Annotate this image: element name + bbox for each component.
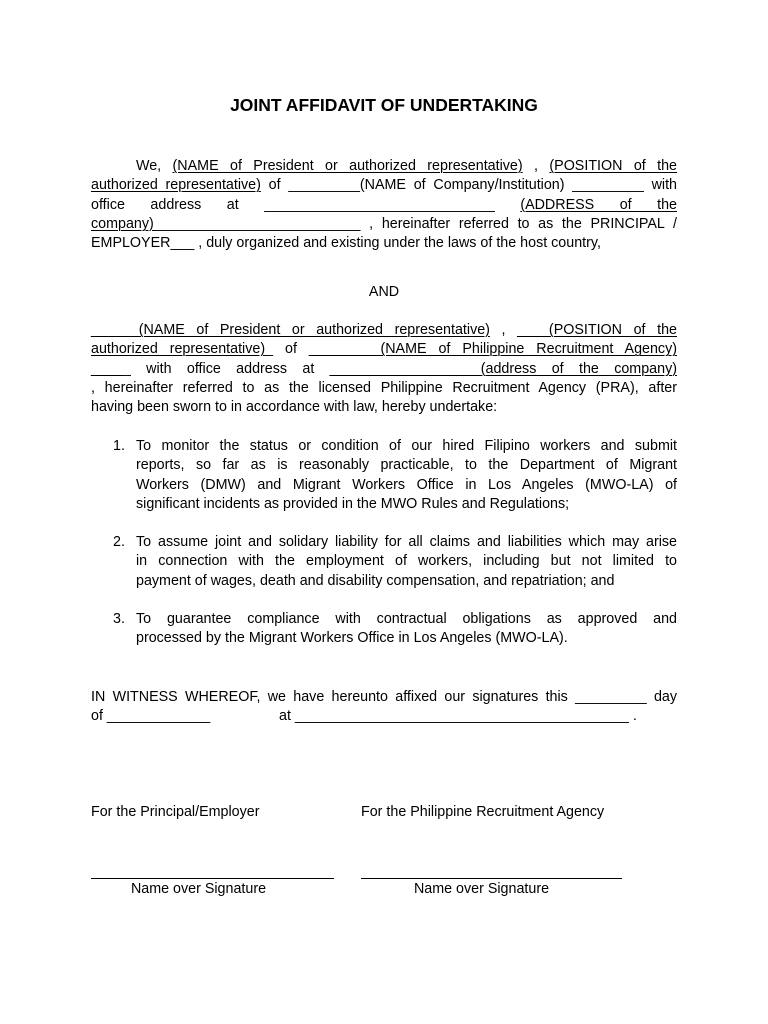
pra-line-4: , hereinafter referred to as the licensed Philippine Recruitment Agency (PRA), after [91,379,677,396]
employer-blank: ___ [170,235,195,252]
principal-line-3 [91,196,677,215]
undertaking-line: Workers (DMW) and Migrant Workers Office in Los Angeles (MWO-LA) of [136,476,677,493]
pra-agency-field: _________(NAME of Philippine Recruitment Agency) [308,341,677,358]
pra-signature-caption: Name over Signature [413,881,550,897]
undertakings-list [113,437,677,649]
undertaking-line: reports, so far as is reasonably practicable, to the Department of Migrant [136,457,677,474]
witness-line-1: IN WITNESS WHEREOF, we have hereunto affixed our signatures this _________ day [91,689,677,705]
principal-name-field: (NAME of President or authorized representative) [172,158,523,174]
undertaking-line: To guarantee compliance with contractual obligations as approved and [136,611,677,628]
undertaking-number: 1. [113,438,125,454]
pra-position-field: ____(POSITION of the [517,322,678,338]
principal-organized-text: , duly organized and existing under the laws of the host country, [194,235,601,252]
principal-office-address-text: office address at _____________________________ [91,196,521,213]
pra-blank-3: _ [122,360,131,377]
pra-line-1 [91,321,677,340]
document-title: JOINT AFFIDAVIT OF UNDERTAKING [230,95,538,115]
undertaking-line: payment of wages, death and disability compensation, and repatriation; and [136,572,615,589]
witness-clause [91,688,677,727]
principal-line-5 [91,234,677,253]
pra-line-5: having been sworn to in accordance with law, hereby undertake: [91,399,498,416]
principal-company-field: _________(NAME of Company/Institution) ____ [288,177,605,194]
principal-position-field: (POSITION of the [549,158,678,174]
undertaking-line: in connection with the employment of workers, including but not limited to [136,553,677,570]
principal-separator: , [522,158,550,174]
pra-of-text: of [273,341,309,358]
undertaking-item-2 [113,533,677,591]
principal-position-field-cont: authorized representative) [91,177,261,194]
pra-blank-1: _ [265,341,274,358]
pra-blank-2: ____ [91,360,123,377]
undertaking-line: significant incidents as provided in the MWO Rules and Regulations; [136,495,570,512]
undertaking-line: processed by the Migrant Workers Office in Los Angeles (MWO-LA). [136,630,568,647]
witness-place-field: at __________________________________________ . [279,708,637,725]
principal-signature-line [91,878,334,879]
and-separator: AND [368,284,400,300]
undertaking-number: 2. [113,534,125,551]
principal-address-field: (ADDRESS of the [520,196,677,213]
undertaking-number: 3. [113,611,125,628]
pra-address-field: ___________________(address of the company) [329,360,677,377]
principal-paragraph [91,157,677,253]
principal-signature-caption: Name over Signature [130,881,267,897]
pra-name-field: ______(NAME of President or authorized representative) [91,322,490,338]
witness-date-field: of _____________ [91,708,211,725]
pra-signature-line [361,878,622,879]
pra-signature-heading: For the Philippine Recruitment Agency [361,804,605,820]
employer-text: EMPLOYER [91,235,171,252]
principal-referred-text: __________________________ , hereinafter referred to as the PRINCIPAL / [153,215,677,232]
pra-line-2 [91,340,677,359]
undertaking-item-3 [113,610,677,649]
pra-office-address-text: with office address at [130,360,330,377]
principal-of-text: of [260,177,289,194]
pra-separator: , [489,322,518,338]
pra-paragraph [91,321,677,417]
pra-line-3 [91,360,677,379]
principal-lead-text: We, [136,158,173,174]
principal-with-text: _____ with [604,177,677,194]
principal-line-4 [91,215,677,234]
witness-line-2 [91,707,677,726]
undertaking-line: To assume joint and solidary liability for all claims and liabilities which may arise [136,534,677,551]
undertaking-line: To monitor the status or condition of our hired Filipino workers and submit [136,438,677,454]
principal-line-1 [91,157,677,176]
principal-address-field-cont: company) [91,215,154,232]
principal-signature-heading: For the Principal/Employer [91,804,260,820]
principal-line-2 [91,176,677,195]
pra-position-field-cont: authorized representative) [91,341,266,358]
undertaking-item-1 [113,437,677,514]
